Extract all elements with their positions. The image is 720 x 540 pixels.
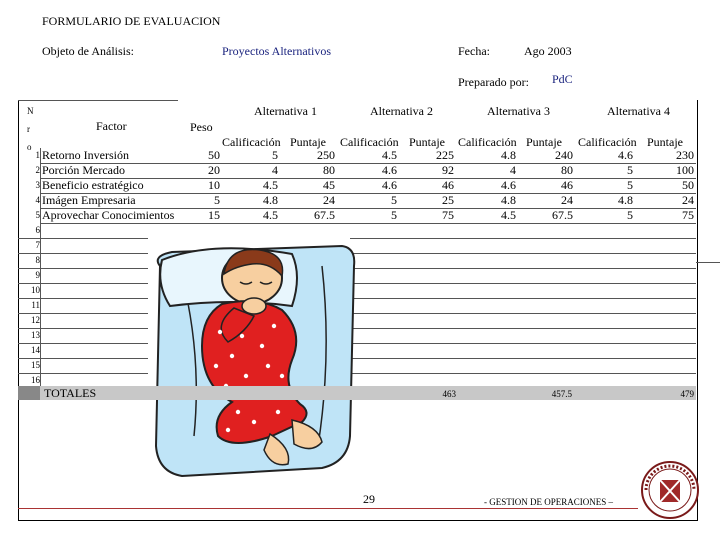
puntaje-cell: 80 <box>323 163 335 177</box>
row-number: 8 <box>35 255 40 265</box>
weight-cell: 20 <box>208 163 220 177</box>
calificacion-cell: 5 <box>272 148 278 162</box>
puntaje-cell: 240 <box>555 148 573 162</box>
calificacion-cell: 4.5 <box>501 208 516 222</box>
calificacion-cell: 4.6 <box>618 148 633 162</box>
row-divider <box>350 268 696 269</box>
puntaje-cell: 46 <box>561 178 573 192</box>
puntaje-cell: 45 <box>323 178 335 192</box>
totals-bar <box>18 386 696 400</box>
sleeping-man-illustration <box>142 236 362 490</box>
calificacion-cell: 4.6 <box>382 178 397 192</box>
puntaje-cell: 75 <box>442 208 454 222</box>
row-number: 15 <box>31 360 40 370</box>
calificacion-cell: 4.8 <box>263 193 278 207</box>
row-divider <box>350 253 696 254</box>
prepared-value: PdC <box>552 72 573 86</box>
calificacion-cell: 4.8 <box>501 148 516 162</box>
total-alt-3: 457.5 <box>551 389 572 399</box>
factor-cell: Retorno Inversión <box>42 148 129 162</box>
factor-cell: Beneficio estratégico <box>42 178 144 192</box>
row-number: 12 <box>31 315 40 325</box>
calificacion-cell: 4.5 <box>263 178 278 192</box>
puntaje-cell: 46 <box>442 178 454 192</box>
row-divider <box>18 343 148 344</box>
no-header-r: r <box>27 124 30 134</box>
row-number: 6 <box>35 225 40 235</box>
puntaje-cell: 250 <box>317 148 335 162</box>
row-divider <box>350 358 696 359</box>
totals-label: TOTALES <box>44 386 97 400</box>
object-label: Objeto de Análisis: <box>42 44 134 58</box>
row-divider <box>18 313 148 314</box>
calificacion-cell: 4 <box>272 163 278 177</box>
row-number: 16 <box>31 375 40 385</box>
factor-cell: Porción Mercado <box>42 163 125 177</box>
factor-cell: Aprovechar Conocimientos <box>42 208 175 222</box>
row-divider <box>18 238 148 239</box>
row-number: 10 <box>31 285 40 295</box>
row-divider <box>350 238 696 239</box>
alt-1-header: Alternativa 1 <box>254 104 317 118</box>
row-divider <box>350 343 696 344</box>
weight-cell: 5 <box>214 193 220 207</box>
alt-3-puntaje: Puntaje <box>526 135 562 149</box>
row-divider <box>18 373 148 374</box>
row-number: 7 <box>35 240 40 250</box>
no-header-o: o <box>27 142 32 152</box>
calificacion-cell: 5 <box>391 193 397 207</box>
calificacion-cell: 5 <box>627 178 633 192</box>
calificacion-cell: 5 <box>627 208 633 222</box>
row-divider <box>40 223 696 224</box>
puntaje-cell: 100 <box>676 163 694 177</box>
calificacion-cell: 4 <box>510 163 516 177</box>
row-number: 13 <box>31 330 40 340</box>
puntaje-cell: 75 <box>682 208 694 222</box>
calificacion-cell: 4.8 <box>618 193 633 207</box>
alt-4-puntaje: Puntaje <box>647 135 683 149</box>
prepared-label: Preparado por: <box>458 75 529 89</box>
row-divider <box>18 358 148 359</box>
puntaje-cell: 67.5 <box>552 208 573 222</box>
footer-line <box>18 508 638 509</box>
total-alt-4: 479 <box>680 389 694 399</box>
puntaje-cell: 230 <box>676 148 694 162</box>
alt-2-puntaje: Puntaje <box>409 135 445 149</box>
puntaje-cell: 92 <box>442 163 454 177</box>
hand-shape <box>242 298 266 314</box>
edge-line <box>696 262 720 263</box>
weight-header: Peso <box>190 120 213 134</box>
row-divider <box>18 328 148 329</box>
row-divider <box>350 283 696 284</box>
row-divider <box>350 328 696 329</box>
university-seal-logo <box>640 460 700 520</box>
puntaje-cell: 50 <box>682 178 694 192</box>
calificacion-cell: 4.8 <box>501 193 516 207</box>
puntaje-cell: 225 <box>436 148 454 162</box>
row-number: 9 <box>35 270 40 280</box>
alt-2-calificacion: Calificación <box>340 135 399 149</box>
alt-4-calificacion: Calificación <box>578 135 637 149</box>
alt-3-header: Alternativa 3 <box>487 104 550 118</box>
alt-1-puntaje: Puntaje <box>290 135 326 149</box>
weight-cell: 50 <box>208 148 220 162</box>
date-value: Ago 2003 <box>524 44 572 58</box>
calificacion-cell: 5 <box>391 208 397 222</box>
row-number: 5 <box>35 210 40 220</box>
row-divider <box>18 298 148 299</box>
row-number: 2 <box>35 165 40 175</box>
calificacion-cell: 4.6 <box>501 178 516 192</box>
no-header-n: N <box>27 106 34 116</box>
object-value: Proyectos Alternativos <box>222 44 331 58</box>
puntaje-cell: 24 <box>682 193 694 207</box>
alt-3-calificacion: Calificación <box>458 135 517 149</box>
weight-cell: 10 <box>208 178 220 192</box>
rownum-divider <box>40 148 41 386</box>
calificacion-cell: 4.5 <box>263 208 278 222</box>
date-label: Fecha: <box>458 44 490 58</box>
page-number: 29 <box>363 492 375 506</box>
calificacion-cell: 4.6 <box>382 163 397 177</box>
factor-header: Factor <box>96 119 127 133</box>
alt-2-header: Alternativa 2 <box>370 104 433 118</box>
row-divider <box>18 268 148 269</box>
form-title: FORMULARIO DE EVALUACION <box>42 14 221 28</box>
alt-4-header: Alternativa 4 <box>607 104 670 118</box>
row-divider <box>350 313 696 314</box>
factor-cell: Imágen Empresaria <box>42 193 136 207</box>
puntaje-cell: 24 <box>323 193 335 207</box>
puntaje-cell: 80 <box>561 163 573 177</box>
puntaje-cell: 25 <box>442 193 454 207</box>
row-number: 14 <box>31 345 40 355</box>
row-divider <box>18 253 148 254</box>
row-divider <box>350 373 696 374</box>
puntaje-cell: 24 <box>561 193 573 207</box>
total-alt-2: 463 <box>442 389 456 399</box>
puntaje-cell: 67.5 <box>314 208 335 222</box>
calificacion-cell: 5 <box>627 163 633 177</box>
row-number: 11 <box>31 300 40 310</box>
row-number: 1 <box>35 150 40 160</box>
row-divider <box>18 283 148 284</box>
course-name: - GESTION DE OPERACIONES – <box>484 497 613 507</box>
row-number: 4 <box>35 195 40 205</box>
row-divider <box>350 298 696 299</box>
calificacion-cell: 4.5 <box>382 148 397 162</box>
table-top-border <box>18 100 178 101</box>
weight-cell: 15 <box>208 208 220 222</box>
row-number: 3 <box>35 180 40 190</box>
alt-1-calificacion: Calificación <box>222 135 281 149</box>
